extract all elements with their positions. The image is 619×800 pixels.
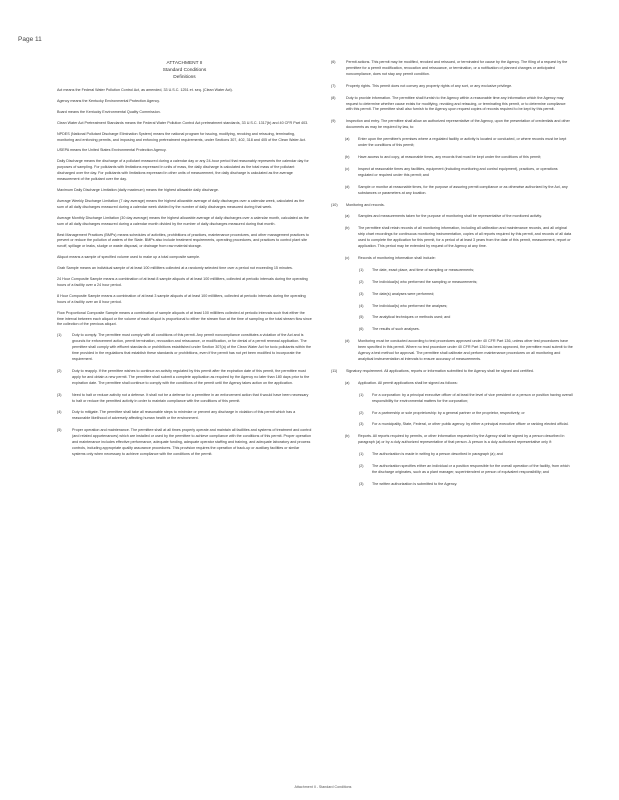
condition-item — [331, 482, 573, 488]
condition-text: Have access to and copy, at reasonable times, any records that must be kept under the conditions of this permit; — [358, 154, 542, 159]
condition-item — [331, 137, 573, 149]
condition-item — [331, 96, 573, 114]
condition-item — [331, 315, 573, 321]
definition-paragraph: Act means the Federal Water Pollution Control Act, as amended, 33 U.S.C. 1251 et. seq. (Clean Water Act). — [57, 88, 233, 92]
condition-item — [331, 434, 573, 446]
right-column — [331, 60, 573, 770]
condition-item — [331, 339, 573, 363]
condition-number: (c) — [345, 166, 350, 171]
conditions-list-left — [57, 333, 312, 457]
definitions-list — [57, 88, 312, 328]
condition-item — [331, 381, 573, 387]
condition-text: For a municipality, State, Federal, or other public agency: by either a principal executive officer or ranking elected official. — [372, 422, 569, 427]
condition-item — [331, 422, 573, 428]
condition-item — [331, 280, 573, 286]
condition-number: (11) — [331, 368, 338, 373]
condition-number: (2) — [359, 464, 364, 469]
definition-paragraph: Aliquot means a sample of specified volume used to make up a total composite sample. — [57, 255, 201, 260]
condition-text: Enter upon the permittee's premises where a regulated facility or activity is located or conducted, or where records must be kept under the conditions of this permit; — [358, 137, 567, 148]
condition-item — [331, 226, 573, 250]
condition-item — [331, 167, 573, 179]
condition-item — [331, 203, 573, 209]
condition-item — [57, 410, 312, 422]
condition-text: For a corporation: by a principal executive officer of at least the level of vice president or a person or position having overall responsibility for environmental matters for the corporation; — [372, 392, 573, 403]
condition-number: (3) — [359, 291, 364, 296]
condition-number: (5) — [57, 428, 62, 433]
standard-conditions-heading: Standard Conditions — [162, 68, 207, 73]
condition-text: Monitoring must be conducted according to test procedures approved under 40 CFR Part 136, unless other test procedures have been specified in this permit. Where no test procedure under 40 CFR Part 136 has been approved, the permittee must submit to the Agency a test method for approval. The permittee shall calibrate and perform maintenance procedures on all monitoring and analytical instrumentation at intervals to ensure accuracy of measurements. — [358, 339, 573, 361]
condition-number: (b) — [345, 154, 350, 159]
condition-text: Sample or monitor at reasonable times, for the purpose of assuring permit compliance or as otherwise authorized by the Act, any substances or parameters at any location. — [358, 184, 568, 195]
definition-paragraph: Board means the Kentucky Environmental Quality Commission. — [57, 109, 161, 114]
condition-text: The written authorization is submitted to the Agency. — [372, 481, 458, 486]
condition-number: (6) — [331, 60, 336, 64]
condition-text: Application. All permit applications shall be signed as follows: — [358, 380, 458, 385]
condition-number: (1) — [359, 392, 364, 397]
condition-item — [331, 155, 573, 161]
condition-text: The date, exact place, and time of sampling or measurements; — [372, 267, 475, 272]
condition-item — [331, 464, 573, 476]
condition-item — [57, 369, 312, 387]
condition-item — [57, 393, 312, 405]
definition-paragraph: Daily Discharge means the discharge of a pollutant measured during a calendar day or any 24-hour period that reasonably represents the calendar day for purposes of sampling. For pollutants with limitations expressed in units of mass, the daily discharge is calculated as the total mass of the pollutant discharged over the day. For pollutants with limitations expressed in other units of measurement, the daily discharge is calculated as the average measurement of the pollutant over the day. — [57, 159, 309, 182]
condition-item — [57, 333, 312, 363]
page-header: Page 11 — [18, 36, 42, 43]
condition-number: (4) — [57, 410, 62, 415]
condition-text: Duty to provide information. The permittee shall furnish to the Agency within a reasonable time any information which the Agency may request to determine whether cause exists for modifying, revoking and reissuing, or terminating this permit, or to determine compliance with this permit. The permittee shall also furnish to the Agency upon request copies of records required to be kept by this permit. — [346, 95, 566, 112]
condition-text: Duty to mitigate. The permittee shall take all reasonable steps to minimize or prevent any discharge in violation of this permit which has a reasonable likelihood of adversely affecting human health or the environment. — [72, 410, 296, 421]
condition-number: (c) — [345, 255, 350, 260]
definition-paragraph: NPDES (National Pollutant Discharge Elimination System) means the national program for issuing, modifying, revoking and reissuing, terminating, monitoring and enforcing permits, and imposing and enforcing pretreatment requirements, under Sections 307, 402, 318 and 405 of the Clean Water Act. — [57, 131, 306, 142]
condition-number: (6) — [359, 327, 364, 332]
condition-text: Property rights. This permit does not convey any property rights of any sort, or any exclusive privilege. — [346, 83, 513, 88]
condition-number: (3) — [57, 392, 62, 397]
condition-number: (3) — [359, 422, 364, 427]
condition-number: (4) — [359, 303, 364, 308]
condition-item — [331, 119, 573, 131]
condition-text: For a partnership or sole proprietorship: by a general partner or the proprietor, respectively; or — [372, 410, 525, 415]
condition-text: Signatory requirement. All applications, reports or information submitted to the Agency shall be signed and certified. — [346, 368, 534, 373]
condition-item — [331, 452, 573, 458]
condition-text: Samples and measurements taken for the purpose of monitoring shall be representative of the monitored activity. — [358, 214, 542, 219]
condition-item — [331, 84, 573, 90]
condition-item — [331, 185, 573, 197]
condition-text: Reports. All reports required by permits, or other information requested by the Agency shall be signed by a person described in paragraph (a) or by a duly authorized representative of that person. A person is a duly authorized representative only if: — [358, 434, 565, 445]
condition-item — [331, 327, 573, 333]
condition-text: Records of monitoring information shall include: — [358, 255, 436, 260]
condition-text: Duty to reapply. If the permittee wishes to continue an activity regulated by this permit after the expiration date of this permit, the permittee must apply for and obtain a new permit. The permittee shall submit a complete application as required by the Agency no later than 180 days prior to the expiration date. The permittee shall continue to comply with the conditions of the permit until the Agency takes action on the application. — [72, 368, 310, 385]
condition-text: The individual(s) who performed the sampling or measurements; — [372, 279, 478, 284]
condition-number: (d) — [345, 184, 350, 189]
condition-number: (1) — [359, 267, 364, 272]
definition-paragraph: Average Weekly Discharge Limitation (7 day average) means the highest allowable average of daily discharges over a calendar week, calculated as the sum of all daily discharges measured during a calendar week divided by the number of daily discharges measured during that week. — [57, 198, 305, 209]
condition-item — [331, 268, 573, 274]
condition-number: (2) — [359, 410, 364, 415]
condition-text: Monitoring and records. — [346, 202, 385, 207]
condition-number: (2) — [359, 279, 364, 284]
condition-number: (b) — [345, 434, 350, 439]
attachment-title: ATTACHMENT II — [166, 61, 203, 66]
definition-paragraph: 24 Hour Composite Sample means a combination of at least 8 sample aliquots of at least 100 milliliters, collected at periodic intervals during the operating hours of a facility over a 24 hour period. — [57, 277, 308, 287]
condition-text: Inspection and entry. The permittee shall allow an authorized representative of the Agency, upon the presentation of credentials and other documents as may be required by law, to: — [346, 119, 570, 130]
condition-number: (1) — [57, 333, 62, 338]
condition-number: (2) — [57, 368, 62, 373]
definition-paragraph: Maximum Daily Discharge Limitation (daily maximum) means the highest allowable daily discharge. — [57, 187, 219, 192]
page-footer: Attachment II - Standard Conditions — [294, 785, 352, 789]
left-column — [57, 60, 312, 790]
condition-number: (3) — [359, 481, 364, 486]
definition-paragraph: Flow Proportional Composite Sample means a combination of sample aliquots of at least 100 milliliters collected at periodic intervals such that either the time interval between each aliquot or the volume of each aliquot is proportional to either the stream flow at the time of sampling or the total stream flow since the collection of the previous aliquot. — [57, 310, 312, 327]
condition-number: (8) — [331, 95, 336, 100]
condition-text: Permit actions. This permit may be modified, revoked and reissued, or terminated for cause by the Agency. The filing of a request by the permittee for a permit modification, revocation and reissuance, or termination, or a notification of planned changes or anticipated noncompliance, does not stay any permit condition. — [346, 60, 568, 76]
condition-number: (5) — [359, 315, 364, 320]
condition-item — [57, 428, 312, 458]
condition-text: Proper operation and maintenance. The permittee shall at all times properly operate and maintain all facilities and systems of treatment and control (and related appurtenances) which are installed or used by the permittee to achieve compliance with the conditions of this permit. Proper operation and maintenance includes effective performance, adequate funding, adequate operator staffing and training, and adequate laboratory and process controls, including appropriate quality assurance procedures. This provision requires the operation of back-up or auxiliary facilities or similar systems only when necessary to achieve compliance with the conditions of the permit. — [72, 428, 312, 456]
condition-text: Need to halt or reduce activity not a defense. It shall not be a defense for a permittee in an enforcement action that it would have been necessary to halt or reduce the permitted activity in order to maintain compliance with the conditions of this permit. — [72, 392, 309, 403]
condition-number: (a) — [345, 137, 350, 142]
condition-text: The individual(s) who performed the analyses; — [372, 303, 448, 308]
condition-item — [331, 411, 573, 417]
condition-text: The authorization is made in writing by a person described in paragraph (a); and — [372, 452, 503, 457]
condition-text: Inspect at reasonable times any facilities, equipment (including monitoring and control equipment), practices, or operations regulated or required under this permit; and — [358, 166, 558, 177]
definition-paragraph: Grab Sample means an individual sample of at least 100 milliliters collected at a randomly selected time over a period not exceeding 15 minutes. — [57, 266, 293, 271]
condition-text: The permittee shall retain records of all monitoring information, including all calibration and maintenance records, and all original strip chart recordings for continuous monitoring instrumentation, copies of all reports required by this permit, and records of all data used to complete the application for this permit, for a period of at least 3 years from the date of this permit, measurement, report or application. This period may be extended by request of the Agency at any time. — [358, 226, 572, 249]
condition-text: The results of such analyses. — [372, 327, 420, 332]
condition-item — [331, 256, 573, 262]
condition-item — [331, 369, 573, 375]
condition-text: The authorization specifies either an individual or a position responsible for the overall operation of the facility, from which the discharge originates, such as a plant manager, superintendent or person of equivalent responsibility; and — [372, 464, 570, 474]
condition-number: (b) — [345, 226, 350, 231]
definitions-heading: Definitions — [173, 75, 196, 80]
definition-paragraph: Best Management Practices (BMPs) means schedules of activities, prohibitions of practices, maintenance procedures, and other management practices to prevent or reduce the pollution of waters of the State. BMPs also include treatment requirements, operating procedures, and practices to control plant site runoff, spillage or leaks, sludge or waste disposal, or drainage from raw material storage. — [57, 232, 309, 249]
condition-item — [331, 393, 573, 405]
condition-number: (9) — [331, 119, 336, 124]
condition-number: (a) — [345, 380, 350, 385]
condition-number: (a) — [345, 214, 350, 219]
condition-text: Duty to comply. The permittee must comply with all conditions of this permit. Any permit noncompliance constitutes a violation of the Act and is grounds for enforcement action, permit termination, revocation and reissuance, or modification, or for denial of a permit renewal application. The permittee shall comply with effluent standards or prohibitions established under Section 307(a) of the Clean Water Act for toxic pollutants within the time provided in the regulations that establish these standards or prohibitions, even if the permit has not yet been modified to incorporate the requirement. — [72, 333, 311, 361]
definition-paragraph: USEPA means the United States Environmental Protection Agency. — [57, 148, 167, 153]
condition-item — [331, 304, 573, 310]
condition-number: (1) — [359, 452, 364, 457]
condition-number: (10) — [331, 202, 338, 207]
condition-text: The analytical techniques or methods used; and — [372, 315, 451, 320]
definition-paragraph: Average Monthly Discharge Limitation (30 day average) means the highest allowable average of daily discharges over a calendar month, calculated as the sum of all daily discharges measured during a calendar month divided by the number of daily discharges measured during that month. — [57, 215, 309, 226]
condition-item — [331, 60, 573, 78]
definition-paragraph: Clean Water Act Pretreatment Standards means the Federal Water Pollution Control Act pretreatment standards, 33 U.S.C. 1317(b) and 40 CFR Part 403. — [57, 120, 309, 125]
condition-item — [331, 292, 573, 298]
condition-item — [331, 214, 573, 220]
condition-number: (7) — [331, 83, 336, 88]
condition-number: (d) — [345, 339, 350, 344]
definition-paragraph: Agency means the Kentucky Environmental Protection Agency. — [57, 98, 160, 103]
condition-text: The date(s) analyses were performed; — [372, 291, 435, 296]
definition-paragraph: 8 Hour Composite Sample means a combination of at least 3 sample aliquots of at least 100 milliliters, collected at periodic intervals during the operating hours of a facility over an 8 hour period. — [57, 293, 306, 304]
